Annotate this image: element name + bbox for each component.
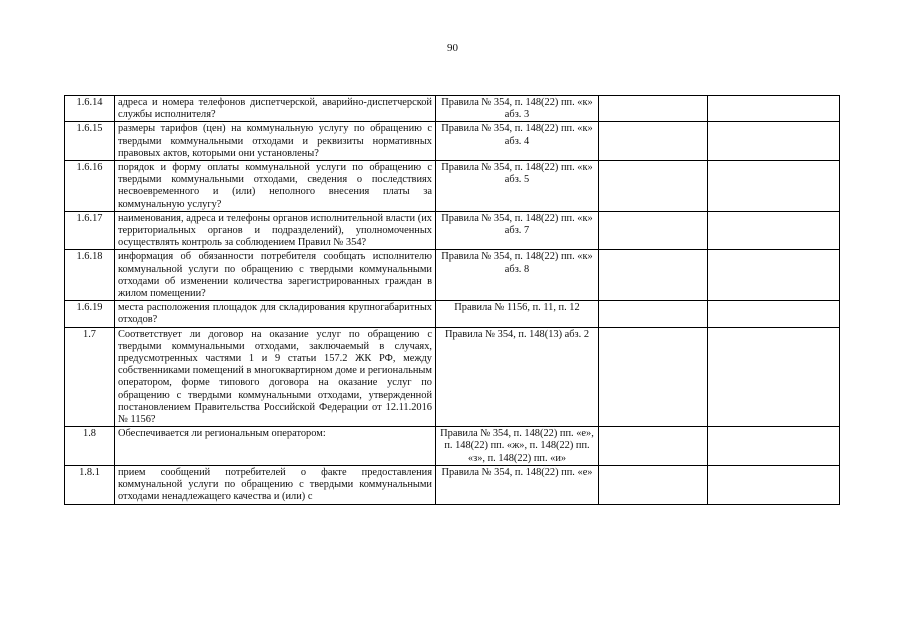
page-number: 90 [447,42,458,54]
item-number: 1.6.17 [65,211,115,250]
answer-cell [599,96,708,122]
table-row [65,211,840,250]
note-cell [708,427,840,466]
answer-cell [599,427,708,466]
table-row [65,96,840,122]
legal-reference: Правила № 354, п. 148(22) пп. «к» абз. 4 [436,122,599,161]
note-cell [708,465,840,504]
item-number: 1.8 [65,427,115,466]
note-cell [708,161,840,212]
question-text: порядок и форму оплаты коммунальной услуги по обращению с твердыми коммунальными отходами, сведения о последствиях несвоевременного и (или) неполного внесения платы за коммунальную услугу? [115,161,436,212]
item-number: 1.7 [65,327,115,427]
answer-cell [599,211,708,250]
question-text: Обеспечивается ли региональным оператором: [115,427,436,466]
table-row [65,161,840,212]
question-text: места расположения площадок для складирования крупногабаритных отходов? [115,301,436,327]
note-cell [708,250,840,301]
note-cell [708,122,840,161]
note-cell [708,96,840,122]
question-text: адреса и номера телефонов диспетчерской, аварийно-диспетчерской службы исполнителя? [115,96,436,122]
item-number: 1.6.15 [65,122,115,161]
table-row [65,250,840,301]
table-row [65,122,840,161]
legal-reference: Правила № 354, п. 148(22) пп. «к» абз. 8 [436,250,599,301]
question-text: размеры тарифов (цен) на коммунальную услугу по обращению с твердыми коммунальными отходами и реквизиты нормативных правовых актов, которыми они установлены? [115,122,436,161]
answer-cell [599,465,708,504]
legal-reference: Правила № 354, п. 148(22) пп. «е» [436,465,599,504]
answer-cell [599,250,708,301]
answer-cell [599,301,708,327]
table-row [65,465,840,504]
answer-cell [599,161,708,212]
question-text: прием сообщений потребителей о факте предоставления коммунальной услуги по обращению с твердыми коммунальными отходами ненадлежащего качества и (или) с [115,465,436,504]
answer-cell [599,122,708,161]
checklist-table [64,95,840,505]
legal-reference: Правила № 354, п. 148(22) пп. «е», п. 148(22) пп. «ж», п. 148(22) пп. «з», п. 148(22) пп. «и» [436,427,599,466]
item-number: 1.6.18 [65,250,115,301]
legal-reference: Правила № 354, п. 148(22) пп. «к» абз. 3 [436,96,599,122]
table-row [65,427,840,466]
note-cell [708,327,840,427]
legal-reference: Правила № 354, п. 148(13) абз. 2 [436,327,599,427]
question-text: информация об обязанности потребителя сообщать исполнителю коммунальной услуги по обращению с твердыми коммунальными отходами об изменении количества зарегистрированных граждан в жилом помещении? [115,250,436,301]
answer-cell [599,327,708,427]
question-text: Соответствует ли договор на оказание услуг по обращению с твердыми коммунальными отходами, заключаемый в случаях, предусмотренных частями 1 и 9 статьи 157.2 ЖК РФ, между собственниками помещений в многоквартирном доме и региональным оператором, форме типового договора на оказание услуг по обращению с твердыми коммунальными отходами, утвержденной постановлением Правительства Российской Федерации от 12.11.2016 № 1156? [115,327,436,427]
item-number: 1.6.19 [65,301,115,327]
question-text: наименования, адреса и телефоны органов исполнительной власти (их территориальных органов и подразделений), уполномоченных осуществлять контроль за соблюдением Правил № 354? [115,211,436,250]
note-cell [708,211,840,250]
item-number: 1.6.14 [65,96,115,122]
legal-reference: Правила № 354, п. 148(22) пп. «к» абз. 5 [436,161,599,212]
legal-reference: Правила № 1156, п. 11, п. 12 [436,301,599,327]
item-number: 1.8.1 [65,465,115,504]
legal-reference: Правила № 354, п. 148(22) пп. «к» абз. 7 [436,211,599,250]
table-row [65,327,840,427]
table-row [65,301,840,327]
item-number: 1.6.16 [65,161,115,212]
note-cell [708,301,840,327]
